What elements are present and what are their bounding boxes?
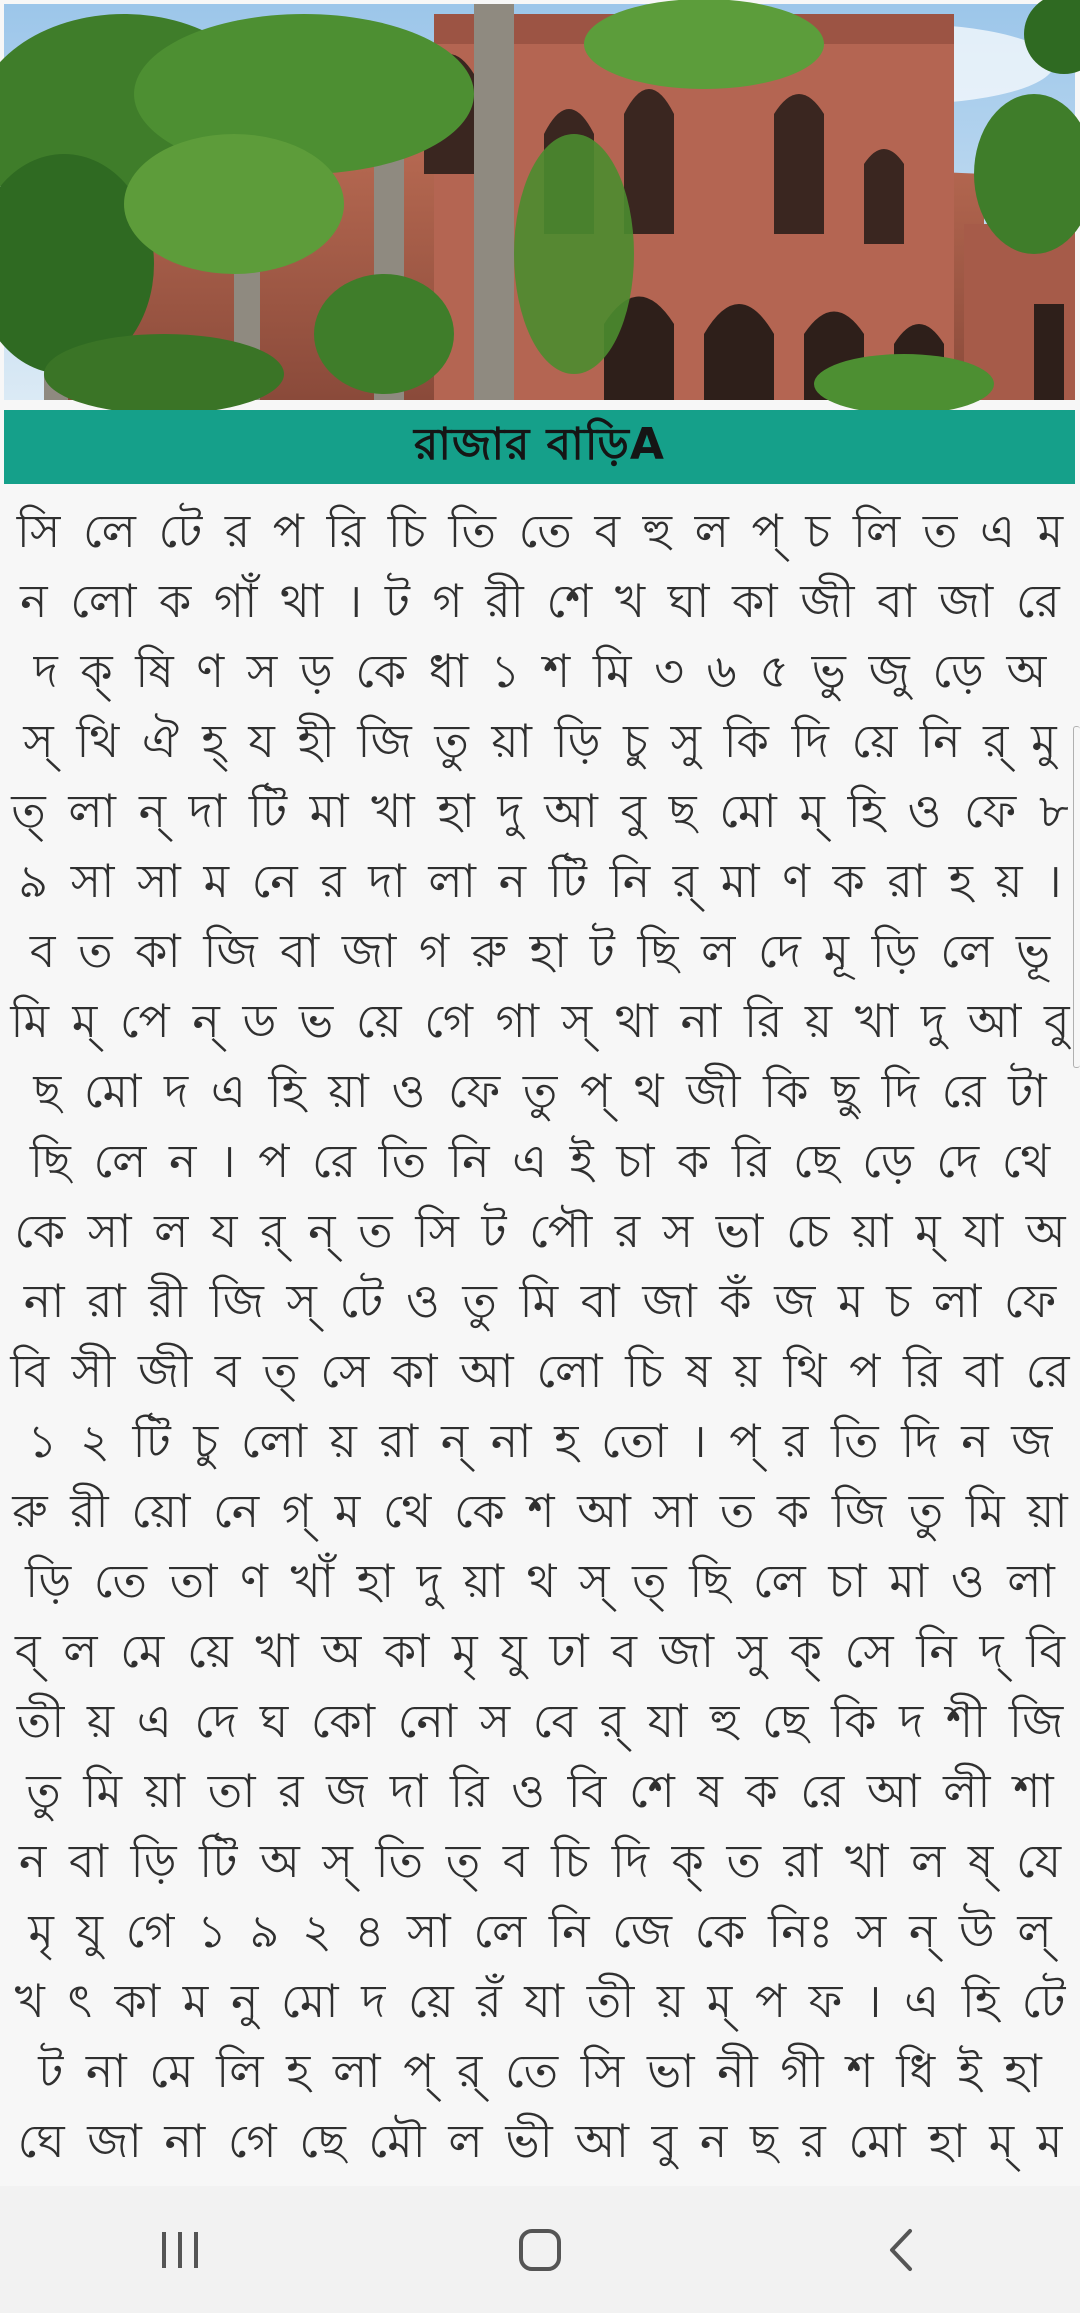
scrollbar[interactable] — [1073, 726, 1080, 1068]
back-button[interactable] — [840, 2200, 960, 2300]
back-icon — [884, 2227, 916, 2273]
article-text: সি লে টে র প রি চি তি তে ব হু ল প্ চ লি ত এ ম ন লো ক গাঁ থা । ট গ রী শে খ ঘা কা জী বা জা রে দ ক্ ষি ণ স ড় কে ধা ১ শ মি ৩ ৬ ৫ ভু জু ড়ে অ স্ থি ঐ হ্ য হী জি তু য়া ড়ি চু সু কি দি য়ে নি র্ মু ত্ লা ন্ দা টি মা খা হা দু আ বু ছ মো ম্ হি ও ফে ৮ ৯ সা সা ম নে র দা লা ন টি নি র্ মা ণ ক রা হ য় । ব ত কা জি বা জা গ রু হা ট ছি ল দে মূ ড়ি লে ভূ মি ম্ পে ন্ ড ভ য়ে গে গা স্ থা না রি য় খা দু আ বু ছ মো দ এ হি য়া ও ফে তু প্ থ জী কি ছু দি রে টা ছি লে ন । প রে তি নি এ ই চা ক রি ছে ড়ে দে থে কে সা ল য র্ ন্ ত সি ট পৌ র স ভা চে য়া ম্ যা অ না রা রী জি স্ টে ও তু মি বা জা কঁ জ ম চ লা ফে বি সী জী ব ত্ সে কা আ লো চি ষ য় থি প রি বা রে ১ ২ টি চু লো য় রা ন্ না হ তো । প্ র তি দি ন জ রু রী য়ো নে গ্ ম থে কে শ আ সা ত ক জি তু মি য়া ড়ি তে তা ণ খাঁ হা দু য়া থ স্ ত্ ছি লে চা মা ও লা ব্ ল মে য়ে খা অ কা মৃ যু ঢা ব জা সু ক্ সে নি দ্ বি তী য় এ দে ঘ কো নো স বে র্ যা হু ছে কি দ শী জি তু মি য়া তা র জ দা রি ও বি শে ষ ক রে আ লী শা ন বা ড়ি টি অ স্ তি ত্ ব চি দি ক্ ত রা খা ল ষ্ যে মৃ যু গে ১ ৯ ২ ৪ সা লে নি জে কে নিঃ স ন্ উ ল্ খ ৎ কা ম নু মো দ য়ে রঁ যা তী য় ম্ প ফ । এ হি টে ট না মে লি হ লা প্ র্ তে সি ভা নী গী শ ধি ই হা ঘে জা না গে ছে মৌ ল ভী আ বু ন ছ র মো হা ম্ ম — [10, 504, 1070, 2168]
title-bar — [4, 410, 1075, 484]
page-title: রাজার বাড়িA — [414, 418, 665, 470]
recent-apps-icon — [158, 2230, 202, 2270]
system-navigation-bar — [0, 2186, 1080, 2313]
home-button[interactable] — [480, 2200, 600, 2300]
home-icon — [517, 2227, 563, 2273]
hero-image — [4, 4, 1075, 400]
recent-apps-button[interactable] — [120, 2200, 240, 2300]
ruined-palace-photo-icon — [4, 4, 1075, 400]
article-body[interactable] — [8, 496, 1072, 2186]
